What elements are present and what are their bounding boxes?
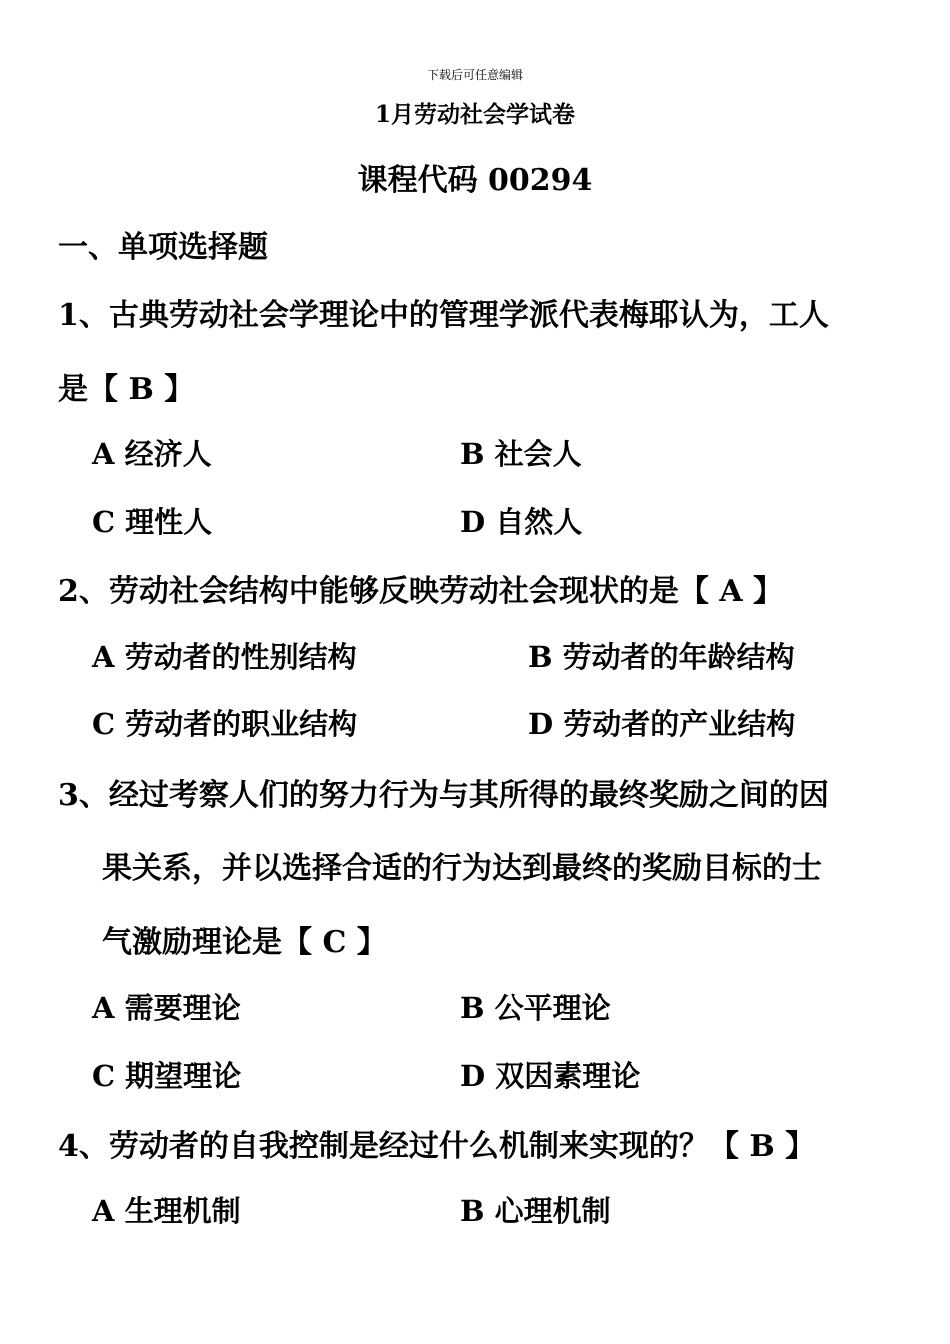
header-note: 下载后可任意编辑 [426, 68, 523, 82]
course-code: 课程代码 00294 [357, 163, 593, 198]
question-1-option-a: A 经济人 [92, 437, 212, 471]
question-2-option-b: B 劳动者的年龄结构 [528, 640, 795, 674]
question-3-line-1: 3、经过考察人们的努力行为与其所得的最终奖励之间的因 [58, 778, 829, 813]
section-heading: 一、单项选择题 [58, 230, 268, 265]
question-3-line-3: 气激励理论是【 C 】 [102, 925, 387, 960]
question-3-option-c: C 期望理论 [92, 1059, 242, 1093]
question-2-line-1: 2、劳动社会结构中能够反映劳动社会现状的是【 A 】 [58, 574, 784, 609]
question-2-option-d: D 劳动者的产业结构 [528, 707, 796, 741]
question-1-option-c: C 理性人 [92, 505, 213, 539]
question-4-option-b: B 心理机制 [460, 1194, 611, 1228]
question-3-option-d: D 双因素理论 [460, 1059, 641, 1093]
question-1-option-d: D 自然人 [460, 505, 583, 539]
question-1-line-1: 1、古典劳动社会学理论中的管理学派代表梅耶认为，工人 [58, 298, 829, 333]
question-2-option-c: C 劳动者的职业结构 [92, 707, 358, 741]
question-3-line-2: 果关系，并以选择合适的行为达到最终的奖励目标的士 [102, 851, 822, 886]
question-4-line-1: 4、劳动者的自我控制是经过什么机制来实现的？【 B 】 [58, 1129, 816, 1164]
question-4-option-a: A 生理机制 [92, 1194, 241, 1228]
question-1-option-b: B 社会人 [460, 437, 582, 471]
exam-title: 1月劳动社会学试卷 [374, 101, 575, 128]
question-2-option-a: A 劳动者的性别结构 [92, 640, 357, 674]
question-3-option-b: B 公平理论 [460, 991, 611, 1025]
question-3-option-a: A 需要理论 [92, 991, 241, 1025]
question-1-line-2: 是【 B 】 [58, 372, 195, 407]
